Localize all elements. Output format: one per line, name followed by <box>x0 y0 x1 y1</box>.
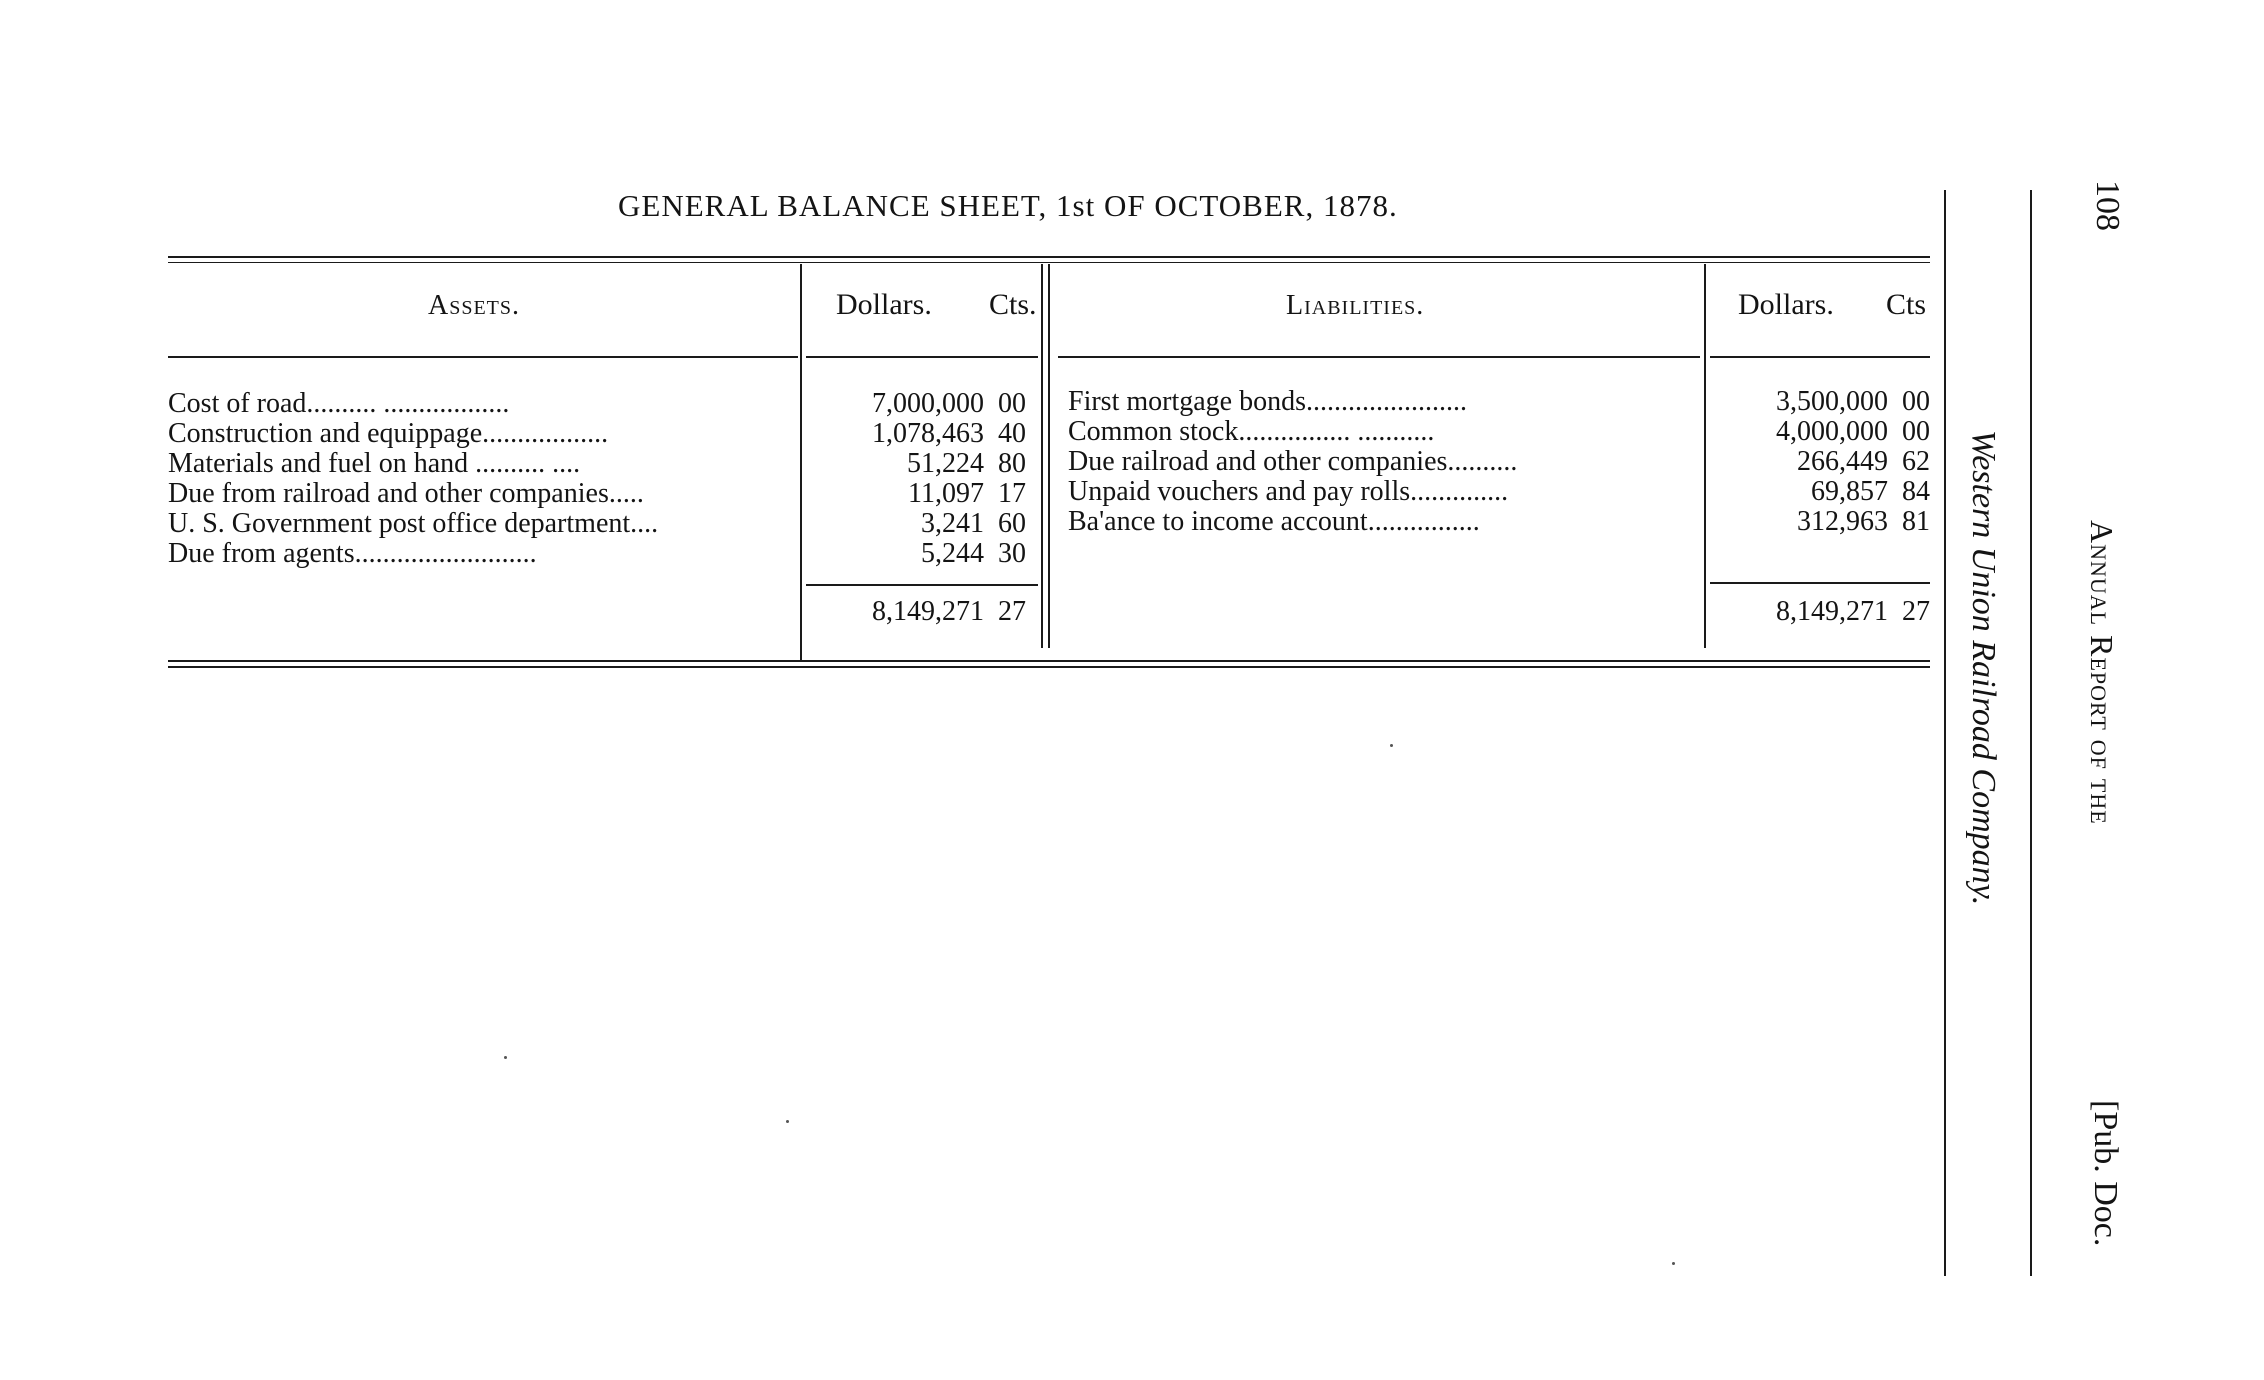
liabilities-total-cents: 27 <box>1902 596 1930 627</box>
liability-cents: 84 <box>1902 476 1930 507</box>
assets-header: Assets. <box>428 290 521 321</box>
margin-rule <box>1944 190 1946 1276</box>
liability-label: Common stock................ ........... <box>1068 416 1435 447</box>
speck <box>1672 1262 1675 1265</box>
cts-header-right: Cts <box>1886 288 1927 321</box>
liability-label: First mortgage bonds....................... <box>1068 386 1467 417</box>
asset-dollars: 1,078,463 <box>872 418 984 449</box>
asset-cents: 80 <box>998 448 1026 479</box>
liabilities-total-dollars: 8,149,271 <box>1776 596 1888 627</box>
header-rule <box>806 356 1038 358</box>
liability-cents: 62 <box>1902 446 1930 477</box>
page-number: 108 <box>2089 180 2126 231</box>
running-head: Annual Report of the <box>2084 520 2120 825</box>
table-top-rule-inner <box>168 262 1930 263</box>
cts-header-left: Cts. <box>989 288 1037 321</box>
speck <box>504 1056 507 1059</box>
liability-label: Ba'ance to income account................ <box>1068 506 1480 537</box>
column-divider <box>800 264 802 660</box>
asset-dollars: 5,244 <box>921 538 984 569</box>
company-name: Western Union Railroad Company. <box>1965 430 2002 906</box>
table-top-rule <box>168 256 1930 258</box>
table-bottom-rule <box>168 660 1930 662</box>
page-title: GENERAL BALANCE SHEET, 1st OF OCTOBER, 1878. <box>618 188 1398 223</box>
asset-label: Materials and fuel on hand .......... .... <box>168 448 581 479</box>
asset-cents: 00 <box>998 388 1026 419</box>
liability-dollars: 69,857 <box>1811 476 1888 507</box>
header-rule <box>1710 356 1930 358</box>
table-bottom-rule-inner <box>168 666 1930 668</box>
asset-label: Due from railroad and other companies..... <box>168 478 644 509</box>
column-divider <box>1041 264 1043 648</box>
column-divider <box>1048 264 1050 648</box>
asset-label: Construction and equippage.................. <box>168 418 609 449</box>
liability-cents: 81 <box>1902 506 1930 537</box>
liability-dollars: 4,000,000 <box>1776 416 1888 447</box>
asset-dollars: 51,224 <box>907 448 984 479</box>
speck <box>1390 744 1393 747</box>
asset-cents: 30 <box>998 538 1026 569</box>
assets-total-dollars: 8,149,271 <box>872 596 984 627</box>
column-divider <box>1704 264 1706 648</box>
asset-label: U. S. Government post office department.... <box>168 508 659 539</box>
asset-dollars: 3,241 <box>921 508 984 539</box>
liability-dollars: 3,500,000 <box>1776 386 1888 417</box>
asset-dollars: 7,000,000 <box>872 388 984 419</box>
header-rule <box>1058 356 1700 358</box>
assets-total-cents: 27 <box>998 596 1026 627</box>
asset-cents: 40 <box>998 418 1026 449</box>
liability-dollars: 266,449 <box>1797 446 1888 477</box>
total-rule-left <box>806 584 1038 586</box>
liability-label: Due railroad and other companies.......... <box>1068 446 1518 477</box>
liability-cents: 00 <box>1902 416 1930 447</box>
liability-dollars: 312,963 <box>1797 506 1888 537</box>
liabilities-header: Liabilities. <box>1286 290 1425 321</box>
publication-doc: [Pub. Doc. <box>2087 1100 2124 1247</box>
liability-cents: 00 <box>1902 386 1930 417</box>
dollars-header-left: Dollars. <box>836 288 932 321</box>
asset-dollars: 11,097 <box>908 478 984 509</box>
speck <box>786 1120 789 1123</box>
asset-label: Cost of road.......... .................. <box>168 388 510 419</box>
asset-cents: 17 <box>998 478 1026 509</box>
liability-label: Unpaid vouchers and pay rolls.............. <box>1068 476 1509 507</box>
dollars-header-right: Dollars. <box>1738 288 1834 321</box>
margin-rule <box>2030 190 2032 1276</box>
total-rule-right <box>1710 582 1930 584</box>
asset-label: Due from agents.......................... <box>168 538 537 569</box>
asset-cents: 60 <box>998 508 1026 539</box>
header-rule <box>168 356 798 358</box>
